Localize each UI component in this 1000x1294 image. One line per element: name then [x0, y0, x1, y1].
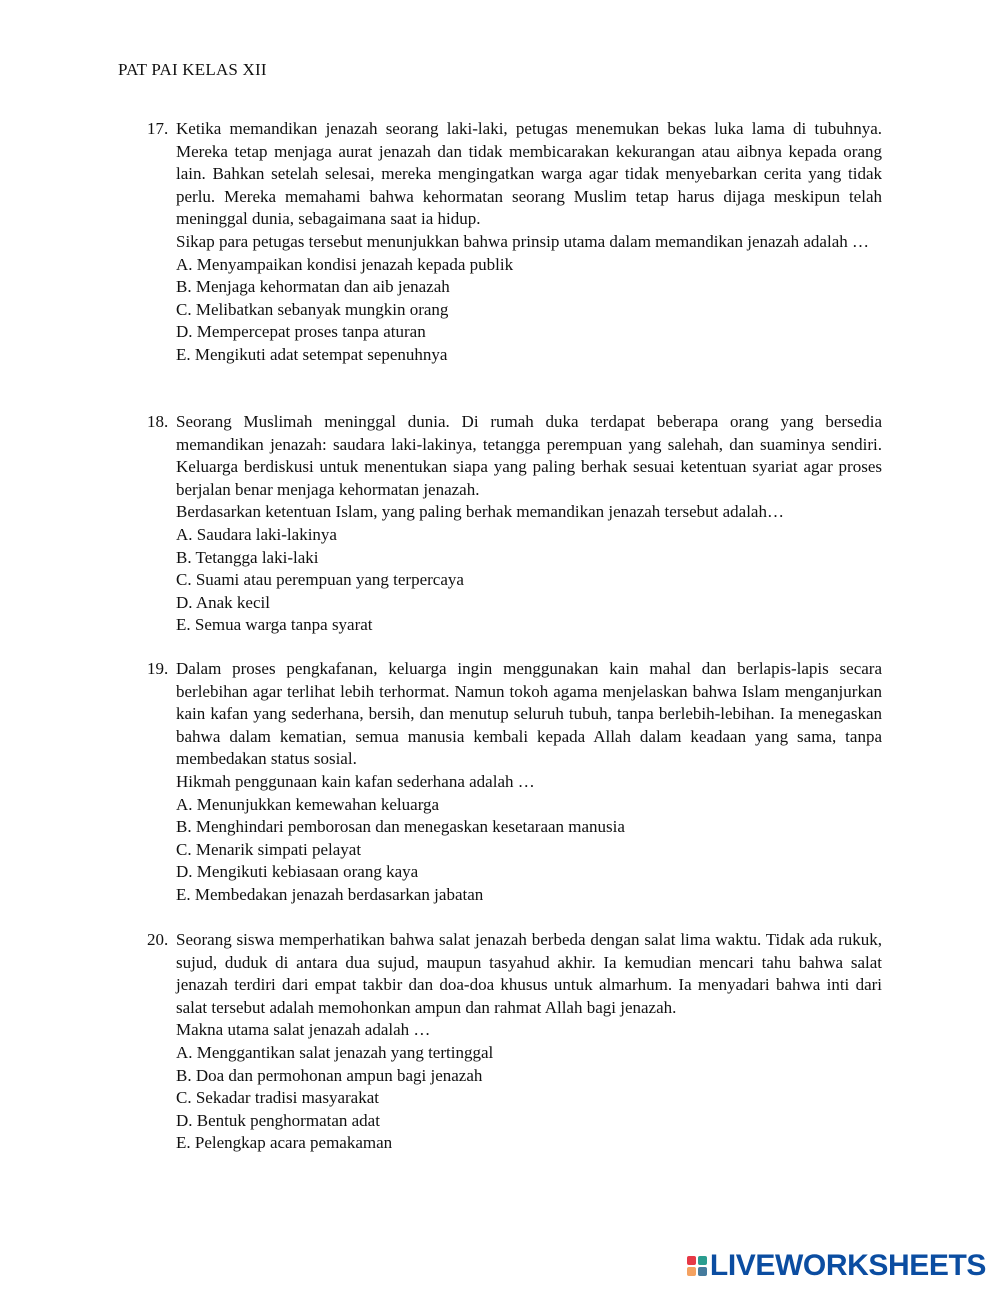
logo-mark-square	[698, 1256, 707, 1265]
answer-option-a[interactable]: A. Menggantikan salat jenazah yang tertinggal	[176, 1042, 494, 1062]
question-prompt: Hikmah penggunaan kain kafan sederhana adalah …	[176, 771, 535, 791]
question-19	[147, 658, 882, 907]
answer-option-d[interactable]: D. Mengikuti kebiasaan orang kaya	[176, 862, 419, 882]
answer-option-b[interactable]: B. Menjaga kehormatan dan aib jenazah	[176, 277, 450, 297]
question-18	[147, 411, 882, 637]
question-number: 18.	[147, 412, 169, 431]
question-prompt: Makna utama salat jenazah adalah …	[176, 1020, 431, 1040]
question-number: 17.	[147, 119, 169, 138]
answer-option-a[interactable]: A. Saudara laki-lakinya	[176, 524, 337, 544]
logo-mark-square	[687, 1267, 696, 1276]
liveworksheets-logo-text: LIVEWORKSHEETS	[709, 1249, 986, 1282]
answer-option-c[interactable]: C. Suami atau perempuan yang terpercaya	[176, 570, 464, 590]
answer-option-e[interactable]: E. Mengikuti adat setempat sepenuhnya	[176, 344, 448, 364]
answer-option-b[interactable]: B. Tetangga laki-laki	[176, 547, 319, 567]
answer-option-a[interactable]: A. Menyampaikan kondisi jenazah kepada publik	[176, 254, 514, 274]
liveworksheets-logo-icon	[687, 1256, 707, 1276]
answer-option-d[interactable]: D. Anak kecil	[176, 592, 270, 612]
answer-option-c[interactable]: C. Menarik simpati pelayat	[176, 839, 362, 859]
answer-option-e[interactable]: E. Semua warga tanpa syarat	[176, 615, 373, 635]
question-stem: Ketika memandikan jenazah seorang laki-laki, petugas menemukan bekas luka lama di tubuhnya. Mereka tetap menjaga aurat jenazah dan tidak membicarakan kekurangan atau aibnya kepada orang lain. Bahkan setelah selesai, mereka mengingatkan warga agar tidak menyebarkan cerita yang tidak perlu. Mereka memahami bahwa kehormatan seorang Muslim tetap harus dijaga meskipun telah meninggal dunia, sebagaimana saat ia hidup.	[176, 119, 882, 229]
answer-option-b[interactable]: B. Menghindari pemborosan dan menegaskan kesetaraan manusia	[176, 817, 625, 837]
answer-option-b[interactable]: B. Doa dan permohonan ampun bagi jenazah	[176, 1065, 483, 1085]
question-number: 20.	[147, 930, 169, 949]
liveworksheets-logo[interactable]	[687, 1249, 986, 1282]
answer-option-c[interactable]: C. Sekadar tradisi masyarakat	[176, 1088, 379, 1108]
question-20	[147, 929, 882, 1155]
answer-option-a[interactable]: A. Menunjukkan kemewahan keluarga	[176, 794, 440, 814]
question-stem: Dalam proses pengkafanan, keluarga ingin menggunakan kain mahal dan berlapis-lapis secara berlebihan agar terlihat lebih terhormat. Namun tokoh agama menjelaskan bahwa Islam menganjurkan kain kafan yang sederhana, bersih, dan menutup seluruh tubuh, tanpa berlebih-lebihan. Ia menegaskan bahwa dalam kematian, semua manusia kembali kepada Allah dalam keadaan yang sama, tanpa membedakan status sosial.	[176, 659, 882, 769]
answer-option-e[interactable]: E. Pelengkap acara pemakaman	[176, 1133, 393, 1153]
question-prompt: Sikap para petugas tersebut menunjukkan bahwa prinsip utama dalam memandikan jenazah adalah …	[176, 231, 869, 251]
question-stem: Seorang siswa memperhatikan bahwa salat jenazah berbeda dengan salat lima waktu. Tidak ada rukuk, sujud, duduk di antara dua sujud, maupun tasyahud akhir. Ia kemudian mencari tahu bahwa salat jenazah terdiri dari empat takbir dan doa-doa khusus untuk almarhum. Ia menyadari bahwa inti dari salat tersebut adalah memohonkan ampun dan rahmat Allah bagi jenazah.	[176, 930, 882, 1017]
question-stem: Seorang Muslimah meninggal dunia. Di rumah duka terdapat beberapa orang yang bersedia memandikan jenazah: saudara laki-lakinya, tetangga perempuan yang salehah, dan suaminya sendiri. Keluarga berdiskusi untuk menentukan siapa yang paling berhak sesuai ketentuan syariat agar proses berjalan benar menjaga kehormatan jenazah.	[176, 412, 882, 499]
answer-option-d[interactable]: D. Bentuk penghormatan adat	[176, 1110, 380, 1130]
logo-mark-square	[687, 1256, 696, 1265]
answer-option-c[interactable]: C. Melibatkan sebanyak mungkin orang	[176, 299, 449, 319]
page-header-title: PAT PAI KELAS XII	[118, 60, 267, 79]
logo-mark-square	[698, 1267, 707, 1276]
answer-option-e[interactable]: E. Membedakan jenazah berdasarkan jabatan	[176, 884, 484, 904]
question-prompt: Berdasarkan ketentuan Islam, yang paling berhak memandikan jenazah tersebut adalah…	[176, 502, 784, 522]
question-number: 19.	[147, 659, 169, 678]
question-17	[147, 118, 882, 367]
answer-option-d[interactable]: D. Mempercepat proses tanpa aturan	[176, 322, 426, 342]
